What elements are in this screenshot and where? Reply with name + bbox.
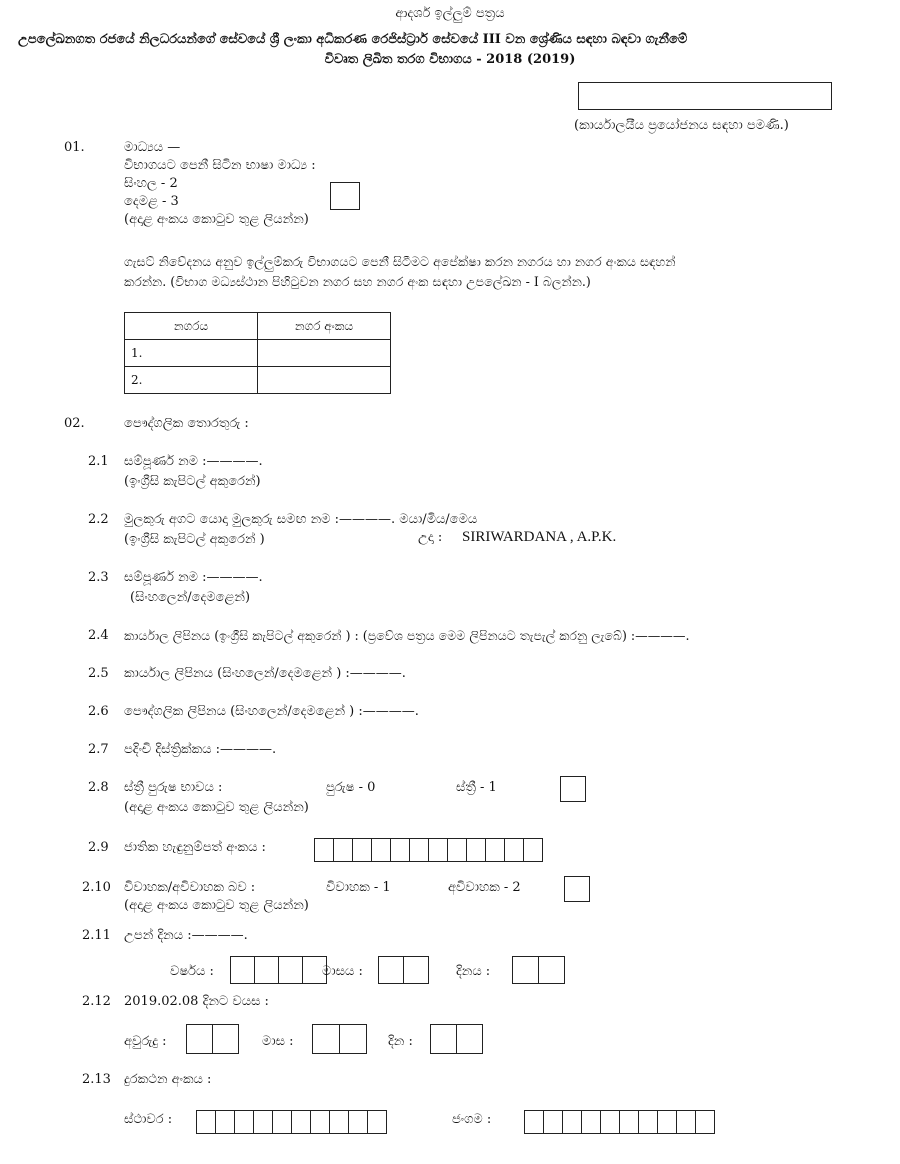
digit-cell[interactable] <box>391 839 410 861</box>
age-years-label: අවුරුදු : <box>124 1034 167 1049</box>
digit-cell[interactable] <box>197 1111 216 1133</box>
digit-cell[interactable] <box>539 957 565 983</box>
item-2-9-number: 2.9 <box>88 840 109 855</box>
digit-cell[interactable] <box>486 839 505 861</box>
item-2-2-number: 2.2 <box>88 512 109 527</box>
medium-answer-box[interactable] <box>330 182 360 210</box>
digit-cell[interactable] <box>457 1025 483 1053</box>
item-2-5-number: 2.5 <box>88 666 109 681</box>
gender-note: (අදාළ අංකය කොටුව තුළ ලියන්න) <box>124 800 309 815</box>
birth-day-boxes[interactable] <box>512 956 565 984</box>
city-number-cell-1[interactable] <box>258 340 391 367</box>
birth-day-label: දිනය : <box>456 964 491 979</box>
exam-title-line1: උපලේඛනගත රජයේ නිලධරයන්ගේ සේවයේ ශ්‍රී ලංකා අධිකරණ රෙජිස්ට්‍රාර් සේවයේ III වන ශ්‍රේණිය සඳහා බඳවා ගැනීමේ <box>18 32 688 47</box>
form-title: ආදර්ශ ඉල්ලුම් පත්‍රය <box>395 6 505 21</box>
city-row-2-label: 2. <box>125 367 258 394</box>
digit-cell[interactable] <box>254 1111 273 1133</box>
digit-cell[interactable] <box>273 1111 292 1133</box>
item-2-13-number: 2.13 <box>82 1072 111 1087</box>
digit-cell[interactable] <box>311 1111 330 1133</box>
digit-cell[interactable] <box>340 1025 367 1053</box>
digit-cell[interactable] <box>368 1111 387 1133</box>
item-2-11-number: 2.11 <box>82 928 111 943</box>
digit-cell[interactable] <box>563 1111 582 1133</box>
digit-cell[interactable] <box>448 839 467 861</box>
district-label: පදිංචි දිස්ත්‍රික්කය :————. <box>124 742 277 757</box>
digit-cell[interactable] <box>279 957 303 983</box>
marital-status-label: විවාහක/අවිවාහක බව : <box>124 880 256 895</box>
digit-cell[interactable] <box>601 1111 620 1133</box>
nic-label: ජාතික හැඳුනුම්පත් අංකය : <box>124 840 266 855</box>
item-2-8-number: 2.8 <box>88 780 109 795</box>
age-days-boxes[interactable] <box>430 1024 483 1054</box>
digit-cell[interactable] <box>255 957 279 983</box>
age-years-boxes[interactable] <box>186 1024 239 1054</box>
digit-cell[interactable] <box>696 1111 715 1133</box>
full-name-local-label: සම්පූර්ණ නම :————. <box>124 570 263 585</box>
gender-answer-box[interactable] <box>560 776 586 802</box>
item-2-3-number: 2.3 <box>88 570 109 585</box>
item-2-1-number: 2.1 <box>88 454 109 469</box>
digit-cell[interactable] <box>213 1025 239 1053</box>
table-row <box>125 340 391 367</box>
nic-input-boxes[interactable] <box>314 838 543 862</box>
birth-date-label: උපන් දිනය :————. <box>124 928 248 943</box>
digit-cell[interactable] <box>505 839 524 861</box>
item-2-4-number: 2.4 <box>88 628 109 643</box>
digit-cell[interactable] <box>410 839 429 861</box>
birth-month-boxes[interactable] <box>378 956 429 984</box>
birth-year-label: වර්ෂය : <box>170 964 214 979</box>
item-2-6-number: 2.6 <box>88 704 109 719</box>
marital-answer-box[interactable] <box>564 876 590 902</box>
age-months-label: මාස : <box>262 1034 294 1049</box>
digit-cell[interactable] <box>525 1111 544 1133</box>
birth-year-boxes[interactable] <box>230 956 327 984</box>
medium-option-sinhala: සිංහල - 2 <box>124 176 178 191</box>
item-2-12-number: 2.12 <box>82 994 111 1009</box>
digit-cell[interactable] <box>313 1025 340 1053</box>
digit-cell[interactable] <box>658 1111 677 1133</box>
digit-cell[interactable] <box>187 1025 213 1053</box>
item-2-7-number: 2.7 <box>88 742 109 757</box>
example-name: SIRIWARDANA , A.P.K. <box>462 529 617 545</box>
digit-cell[interactable] <box>582 1111 601 1133</box>
digit-cell[interactable] <box>353 839 372 861</box>
exam-title-line2: විවෘත ලිඛිත තරග විභාගය - 2018 (2019) <box>324 52 576 67</box>
digit-cell[interactable] <box>315 839 334 861</box>
office-address-local-label: කාර්යාල ලිපිනය (සිංහලෙන්/දෙමළෙන් ) :————. <box>124 666 406 681</box>
medium-option-tamil: දෙමළ - 3 <box>124 194 179 209</box>
section-1-number: 01. <box>64 140 85 155</box>
section-2-title: පෞද්ගලික තොරතුරු : <box>124 416 249 431</box>
digit-cell[interactable] <box>404 957 429 983</box>
city-table <box>124 312 391 394</box>
medium-question: විභාගයට පෙනී සිටින භාෂා මාධ්‍ය : <box>124 158 316 173</box>
city-instruction-line2: කරන්න. (විභාග මධ්‍යස්ථාන පිහිටුවන නගර සහ නගර අංක සඳහා උපලේඛන - I බලන්න.) <box>124 274 591 289</box>
birth-month-label: මාසය : <box>322 964 363 979</box>
landline-label: ස්ථාවර : <box>124 1112 173 1127</box>
section-1-title: මාධ්‍යය — <box>124 140 181 155</box>
digit-cell[interactable] <box>231 957 255 983</box>
marital-option-unmarried: අවිවාහක - 2 <box>448 880 521 895</box>
telephone-label: දුරකථන අංකය : <box>124 1072 212 1087</box>
marital-option-married: විවාහක - 1 <box>326 880 391 895</box>
digit-cell[interactable] <box>292 1111 311 1133</box>
digit-cell[interactable] <box>544 1111 563 1133</box>
digit-cell[interactable] <box>235 1111 254 1133</box>
full-name-english-label: සම්පූර්ණ නම :————. <box>124 454 263 469</box>
digit-cell[interactable] <box>431 1025 457 1053</box>
office-use-label: (කාර්යාලයීය ප්‍රයෝජනය සඳහා පමණි.) <box>574 118 789 133</box>
city-instruction-line1: ගැසට් නිවේදනය අනුව ඉල්ලුම්කරු විභාගයට පෙනී සිටීමට අපේක්ෂා කරන නගරය හා නගර අංකය සඳහන් <box>124 254 676 269</box>
name-with-initials-label: මුලකුරු අගට යොදා මුලකුරු සමඟ නම :————. මයා/මිය/මෙය <box>124 512 478 527</box>
marital-note: (අදාළ අංකය කොටුව තුළ ලියන්න) <box>124 898 309 913</box>
gender-label: ස්ත්‍රී පුරුෂ භාවය : <box>124 780 223 795</box>
mobile-label: ජංගම : <box>452 1112 492 1127</box>
city-number-column-header: නගර අංකය <box>258 313 391 340</box>
digit-cell[interactable] <box>372 839 391 861</box>
digit-cell[interactable] <box>330 1111 349 1133</box>
name-with-initials-note: (ඉංග්‍රීසි කැපිටල් අකුරෙන් ) <box>124 532 265 547</box>
age-days-label: දින : <box>388 1034 413 1049</box>
mobile-boxes[interactable] <box>524 1110 715 1134</box>
city-row-1-label: 1. <box>125 340 258 367</box>
full-name-english-note: (ඉංග්‍රීසි කැපිටල් අකුරෙන්) <box>124 474 261 489</box>
digit-cell[interactable] <box>429 839 448 861</box>
age-label: 2019.02.08 දිනට වයස : <box>124 994 269 1009</box>
medium-note: (අදාළ අංකය කොටුව තුළ ලියන්න) <box>124 212 309 227</box>
gender-option-female: ස්ත්‍රී - 1 <box>456 780 497 795</box>
digit-cell[interactable] <box>639 1111 658 1133</box>
city-column-header: නගරය <box>125 313 258 340</box>
digit-cell[interactable] <box>379 957 404 983</box>
example-prefix: උදා : <box>418 530 443 545</box>
digit-cell[interactable] <box>620 1111 639 1133</box>
digit-cell[interactable] <box>524 839 543 861</box>
digit-cell[interactable] <box>677 1111 696 1133</box>
digit-cell[interactable] <box>349 1111 368 1133</box>
full-name-local-note: (සිංහලෙන්/දෙමළෙන්) <box>130 590 251 605</box>
digit-cell[interactable] <box>513 957 539 983</box>
digit-cell[interactable] <box>334 839 353 861</box>
city-number-cell-2[interactable] <box>258 367 391 394</box>
office-use-box <box>578 82 832 110</box>
gender-option-male: පුරුෂ - 0 <box>326 780 376 795</box>
age-months-boxes[interactable] <box>312 1024 367 1054</box>
office-address-english-label: කාර්යාල ලිපිනය (ඉංග්‍රීසි කැපිටල් අකුරෙන් ) : (ප්‍රවේශ පත්‍රය මෙම ලිපිනයට තැපැල් කරනු ලැබේ) :————. <box>124 628 690 643</box>
digit-cell[interactable] <box>216 1111 235 1133</box>
table-row <box>125 367 391 394</box>
landline-boxes[interactable] <box>196 1110 387 1134</box>
item-2-10-number: 2.10 <box>82 880 111 895</box>
personal-address-label: පෞද්ගලික ලිපිනය (සිංහලෙන්/දෙමළෙන් ) :————. <box>124 704 419 719</box>
digit-cell[interactable] <box>467 839 486 861</box>
section-2-number: 02. <box>64 416 85 431</box>
